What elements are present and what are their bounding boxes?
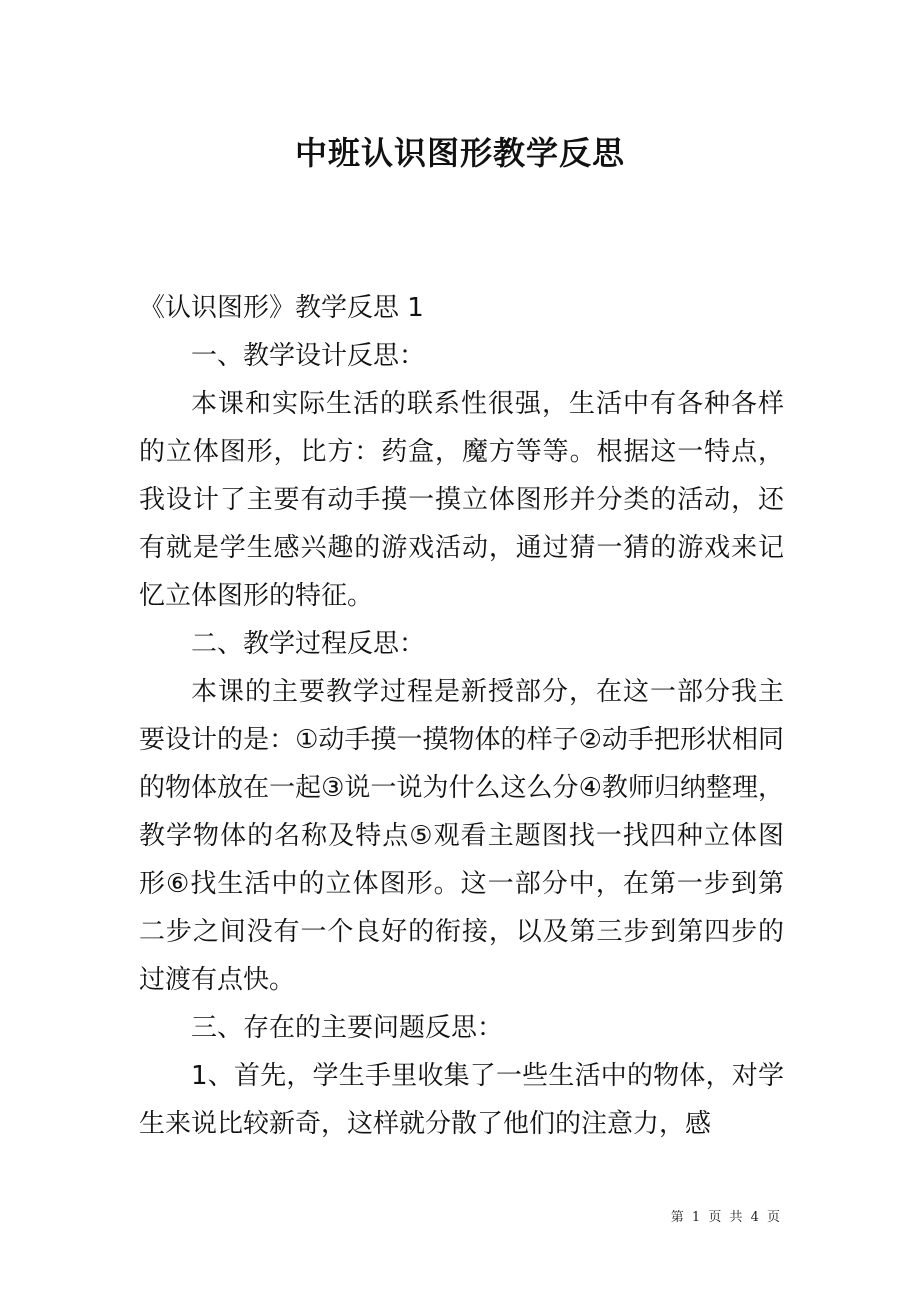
paragraph-problem-1: 1、首先，学生手里收集了一些生活中的物体，对学生来说比较新奇，这样就分散了他们的注意力，感 [139,1061,784,1139]
subheading-problems: 三、存在的主要问题反思： [191,1013,504,1043]
subheading-design: 一、教学设计反思： [191,341,426,371]
page-number-footer: 第 1 页 共 4 页 [670,1210,782,1225]
document-body [139,284,784,1148]
paragraph-design: 本课和实际生活的联系性很强，生活中有各种各样的立体图形，比方：药盒，魔方等等。根据这一特点，我设计了主要有动手摸一摸立体图形并分类的活动，还有就是学生感兴趣的游戏活动，通过猜一猜的游戏来记忆立体图形的特征。 [139,389,784,611]
subheading-process: 二、教学过程反思： [191,629,426,659]
paragraph-process: 本课的主要教学过程是新授部分，在这一部分我主要设计的是：①动手摸一摸物体的样子②动手把形状相同的物体放在一起③说一说为什么这么分④教师归纳整理，教学物体的名称及特点⑤观看主题图找一找四种立体图形⑥找生活中的立体图形。这一部分中，在第一步到第二步之间没有一个良好的衔接，以及第三步到第四步的过渡有点快。 [139,677,784,995]
document-title: 中班认识图形教学反思 [294,134,625,172]
section-heading: 《认识图形》教学反思 1 [139,293,424,323]
